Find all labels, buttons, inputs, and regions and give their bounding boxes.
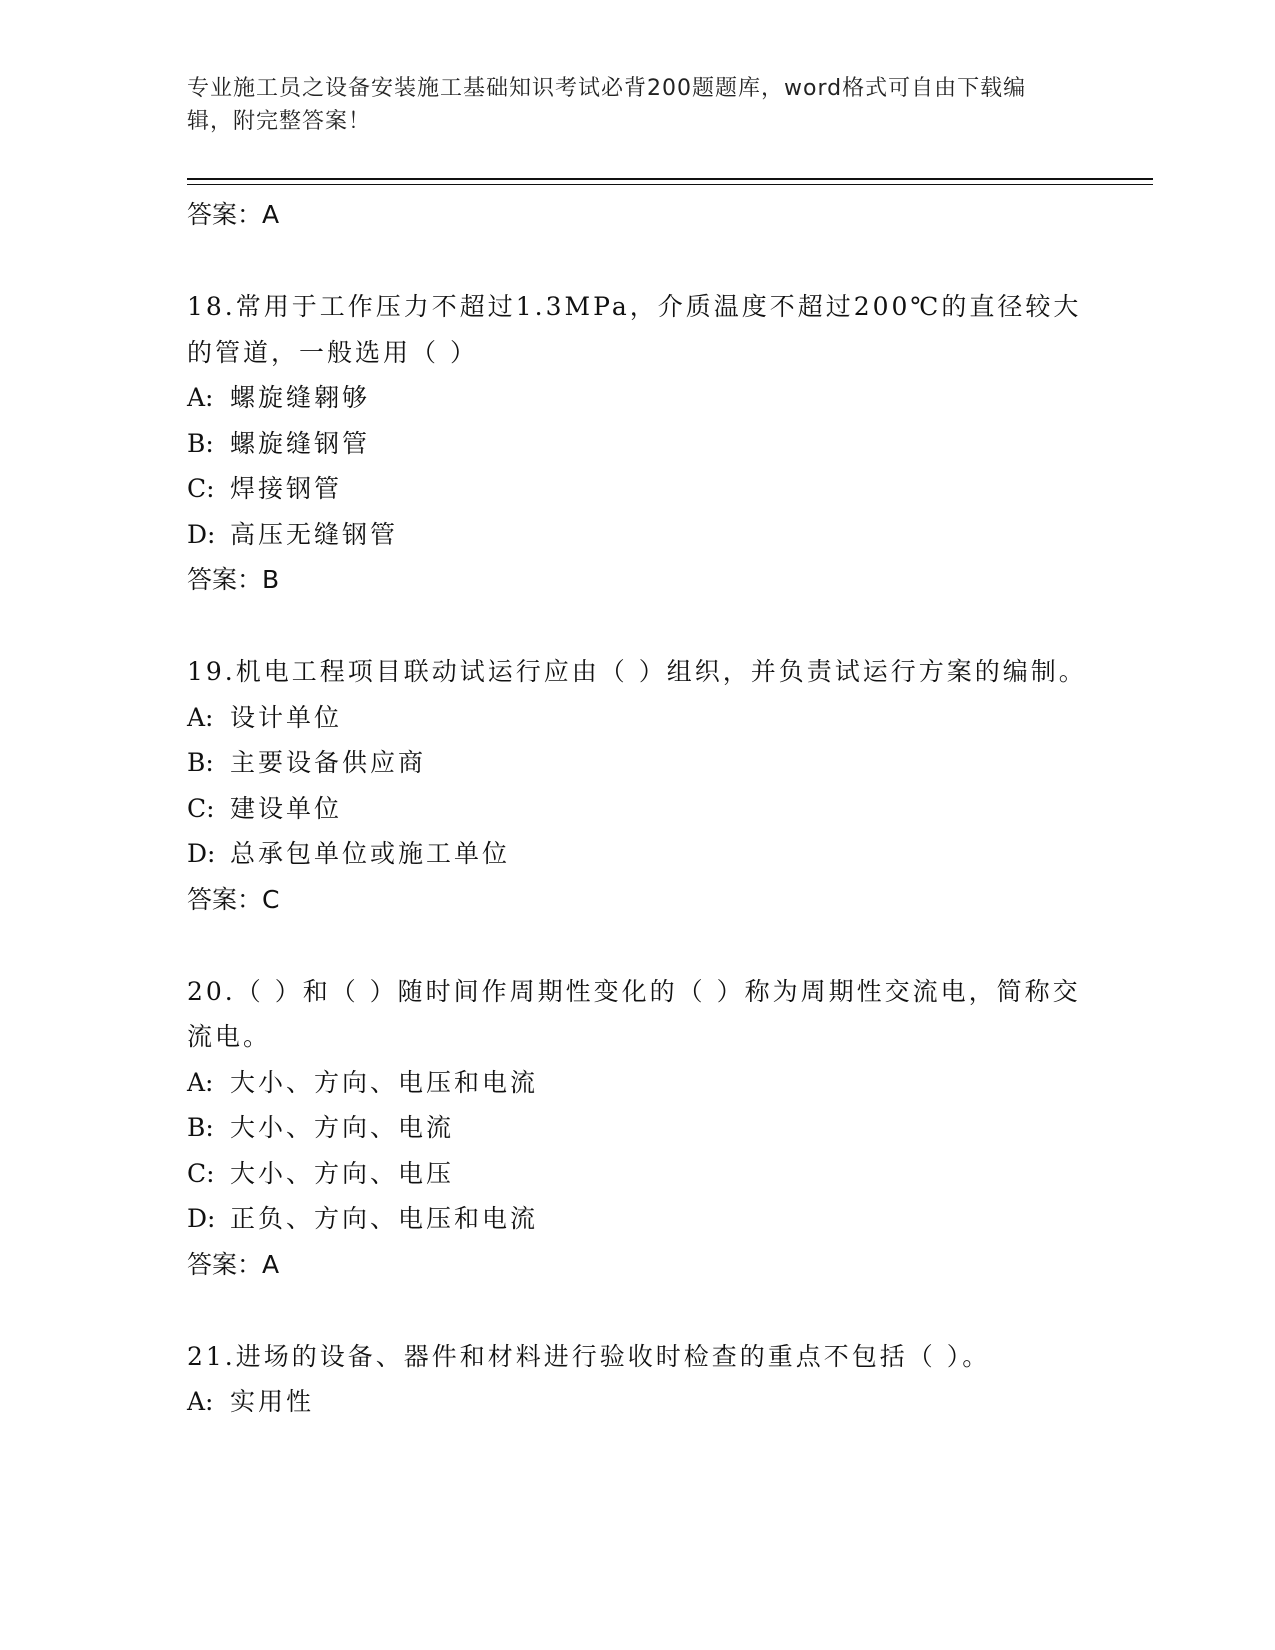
question-text: 21.进场的设备、器件和材料进行验收时检查的重点不包括（ ）。	[187, 1341, 991, 1371]
option-text: 实用性	[230, 1387, 315, 1416]
option-letter: C:	[187, 1158, 215, 1188]
header-rule-thin	[187, 184, 1153, 185]
option-item	[187, 421, 1087, 467]
option-letter: D:	[187, 519, 216, 549]
option-item	[187, 786, 1087, 832]
option-letter: C:	[187, 474, 215, 503]
option-text: 正负、方向、电压和电流	[230, 1204, 539, 1233]
option-text: 大小、方向、电压	[230, 1158, 455, 1188]
option-item	[187, 831, 1087, 877]
answer-line: 答案：A	[187, 1249, 280, 1279]
document-body	[187, 192, 1087, 1425]
option-item	[187, 1196, 1087, 1242]
option-text: 建设单位	[230, 793, 343, 823]
option-letter: B:	[187, 748, 214, 777]
option-letter: C:	[187, 793, 215, 823]
answer-line: 答案：B	[187, 565, 280, 594]
option-letter: A:	[187, 1067, 214, 1097]
option-letter: D:	[187, 1204, 216, 1233]
option-text: 总承包单位或施工单位	[230, 839, 511, 868]
option-item	[187, 375, 1087, 421]
option-letter: A:	[187, 383, 214, 412]
question-text: 19.机电工程项目联动试运行应由（ ）组织，并负责试运行方案的编制。	[187, 657, 1087, 686]
option-text: 螺旋缝翱够	[230, 383, 371, 412]
option-text: 大小、方向、电流	[230, 1113, 455, 1142]
answer-line: 答案：C	[187, 884, 280, 914]
header-rule	[187, 178, 1153, 180]
question-text: 18.常用于工作压力不超过1.3MPa，介质温度不超过200℃的直径较大的管道，一般选用（ ）	[187, 292, 1082, 367]
option-item	[187, 1151, 1087, 1197]
option-letter: D:	[187, 839, 216, 868]
option-item	[187, 1379, 1087, 1425]
option-letter: B:	[187, 428, 214, 458]
document-header: 专业施工员之设备安装施工基础知识考试必背200题题库，word格式可自由下载编辑，附完整答案！	[187, 76, 1027, 134]
option-text: 焊接钢管	[230, 474, 343, 503]
option-letter: A:	[187, 702, 214, 732]
option-item	[187, 466, 1087, 512]
option-item	[187, 740, 1087, 786]
option-item	[187, 1060, 1087, 1106]
option-text: 大小、方向、电压和电流	[230, 1067, 539, 1097]
option-text: 主要设备供应商	[230, 748, 427, 777]
option-text: 设计单位	[230, 702, 343, 732]
option-text: 高压无缝钢管	[230, 519, 399, 549]
answer-line: 答案：A	[187, 200, 280, 229]
option-letter: B:	[187, 1113, 214, 1142]
option-letter: A:	[187, 1387, 214, 1416]
option-item	[187, 1105, 1087, 1151]
option-item	[187, 695, 1087, 741]
question-text: 20.（ ）和（ ）随时间作周期性变化的（ ）称为周期性交流电，简称交流电。	[187, 976, 1081, 1051]
option-text: 螺旋缝钢管	[230, 428, 371, 458]
option-item	[187, 512, 1087, 558]
